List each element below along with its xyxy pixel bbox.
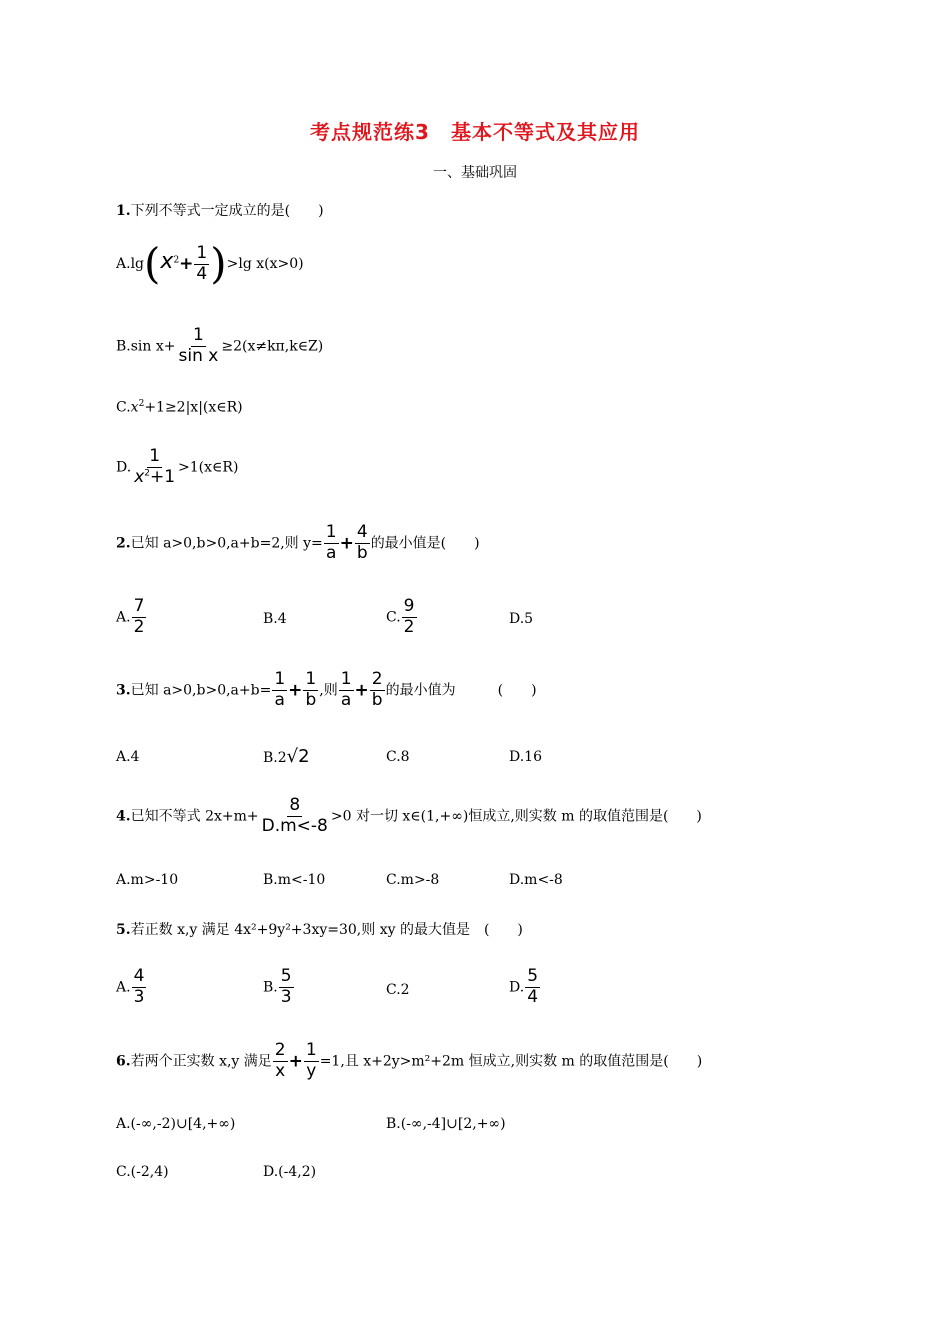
denominator: y (306, 1060, 317, 1081)
question-3-option-d: D.16 (509, 749, 542, 765)
question-number: 2. (116, 535, 131, 552)
question-2-stem (116, 524, 480, 563)
option-text: >lg x(x>0) (226, 256, 304, 272)
question-2-option-b: B.4 (263, 611, 287, 627)
option-label: B. (263, 979, 278, 996)
option-text: lg (130, 256, 145, 272)
fraction (355, 524, 370, 563)
question-5-option-b (263, 968, 295, 1007)
option-label: C. (116, 399, 131, 416)
question-3-option-c: C.8 (386, 749, 410, 765)
fraction (260, 797, 330, 836)
question-text: ,则 (319, 682, 338, 699)
denominator: sin x (178, 345, 219, 366)
denominator: 4 (527, 986, 539, 1007)
question-2-option-a (116, 598, 147, 637)
denominator: 3 (133, 986, 145, 1007)
numerator: 1 (305, 669, 317, 689)
denominator: b (356, 542, 368, 563)
question-6-option-c: C.(-2,4) (116, 1164, 169, 1180)
numerator: 4 (356, 522, 368, 542)
right-paren: ) (210, 239, 227, 288)
question-4-option-a: A.m>-10 (116, 872, 179, 888)
question-1-option-a (116, 239, 304, 288)
math-var: x (130, 399, 139, 416)
question-text: 下列不等式一定成立的是( ) (130, 203, 324, 219)
question-6-option-d: D.(-4,2) (263, 1164, 317, 1180)
numerator: 4 (133, 966, 145, 986)
question-5-option-a (116, 968, 147, 1007)
math-sup: 2 (144, 468, 150, 479)
denominator (132, 468, 177, 487)
fraction (132, 968, 147, 1007)
left-paren: ( (144, 239, 161, 288)
question-2-option-c (386, 598, 418, 637)
denominator: 4 (196, 263, 208, 284)
plus-sign: + (179, 254, 194, 274)
math-sup: 2 (173, 255, 180, 266)
question-text: >0 对一切 x∈(1,+∞)恒成立,则实数 m 的取值范围是( ) (330, 808, 702, 825)
fraction (194, 242, 209, 284)
question-2-option-d: D.5 (509, 611, 534, 627)
numerator: 1 (340, 669, 352, 689)
math-sup: 2 (138, 399, 145, 409)
fraction (370, 671, 385, 710)
option-text: sin x+ (130, 338, 176, 355)
option-label: A. (116, 609, 131, 626)
option-label: B. (116, 338, 131, 355)
option-label: D. (116, 459, 132, 476)
denominator: 2 (403, 616, 415, 637)
fraction (279, 968, 294, 1007)
question-6-option-a: A.(-∞,-2)∪[4,+∞) (116, 1116, 236, 1132)
fraction (272, 671, 287, 710)
question-6-stem (116, 1042, 702, 1081)
question-4-option-b: B.m<-10 (263, 872, 326, 888)
numerator: 1 (149, 446, 161, 466)
question-number: 6. (116, 1053, 131, 1070)
fraction (402, 598, 417, 637)
denominator: 3 (280, 986, 292, 1007)
fraction (525, 968, 540, 1007)
numerator: 1 (193, 325, 204, 345)
question-text: =1,且 x+2y>m²+2m 恒成立,则实数 m 的取值范围是( ) (319, 1053, 703, 1070)
radical: √2 (286, 746, 310, 767)
numerator: 7 (133, 596, 145, 616)
plus-sign: + (339, 533, 354, 554)
fraction (132, 598, 147, 637)
math-text: +1 (149, 466, 176, 487)
question-5-option-c: C.2 (386, 982, 410, 998)
question-text: 若两个正实数 x,y 满足 (130, 1053, 272, 1070)
question-text: 的最小值为 ( ) (385, 682, 537, 699)
page-title: 考点规范练3 基本不等式及其应用 (310, 120, 640, 144)
question-4-stem (116, 797, 702, 836)
question-text: 已知不等式 2x+m+ (130, 808, 259, 825)
numerator: 1 (325, 522, 337, 542)
fraction (303, 671, 318, 710)
numerator: 1 (196, 242, 208, 263)
math-var: x (134, 466, 145, 487)
question-number: 1. (116, 203, 131, 219)
question-1-option-c (116, 399, 243, 416)
question-3-option-a: A.4 (116, 749, 140, 765)
numerator: 2 (371, 669, 383, 689)
numerator: 1 (305, 1040, 317, 1060)
question-1-stem (116, 200, 324, 220)
fraction (339, 671, 354, 710)
denominator: b (371, 689, 383, 710)
question-text: 的最小值是( ) (370, 535, 480, 552)
denominator: a (274, 689, 285, 710)
question-number: 3. (116, 682, 131, 699)
denominator: 2 (133, 616, 145, 637)
question-text: 若正数 x,y 满足 4x²+9y²+3xy=30,则 xy 的最大值是 ( ) (130, 922, 523, 938)
denominator: x (275, 1060, 286, 1081)
question-4-option-c: C.m>-8 (386, 872, 440, 888)
denominator: a (340, 689, 352, 710)
option-label: B.2 (263, 750, 287, 766)
fraction (304, 1042, 319, 1081)
plus-sign: + (288, 680, 303, 701)
numerator: 5 (527, 966, 539, 986)
question-3-option-b (263, 746, 310, 767)
section-heading: 一、基础巩固 (433, 165, 517, 181)
question-1-option-b (116, 327, 323, 366)
option-text: +1≥2|x|(x∈R) (144, 399, 243, 416)
option-label: D. (509, 979, 525, 996)
plus-sign: + (288, 1051, 303, 1072)
question-1-option-d (116, 448, 238, 487)
math-var: x (160, 249, 174, 274)
denominator: b (305, 689, 317, 710)
question-6-option-b: B.(-∞,-4]∪[2,+∞) (386, 1116, 506, 1132)
question-number: 4. (116, 808, 131, 825)
option-label: A. (116, 979, 131, 996)
option-text: ≥2(x≠kπ,k∈Z) (221, 338, 324, 355)
question-text: 已知 a>0,b>0,a+b=2,则 y= (130, 535, 323, 552)
question-text: 已知 a>0,b>0,a+b= (130, 682, 272, 699)
numerator: 2 (274, 1040, 286, 1060)
plus-sign: + (354, 680, 369, 701)
denominator: D.m<-8 (261, 815, 328, 836)
numerator: 1 (274, 669, 286, 689)
option-label: A. (116, 256, 131, 272)
question-3-stem (116, 671, 537, 710)
fraction (273, 1042, 288, 1081)
option-text: >1(x∈R) (178, 459, 239, 476)
question-4-option-d: D.m<-8 (509, 872, 563, 888)
numerator: 9 (403, 596, 415, 616)
fraction (177, 327, 221, 366)
question-5-stem (116, 919, 523, 939)
numerator: 5 (280, 966, 292, 986)
question-5-option-d (509, 968, 541, 1007)
fraction (324, 524, 339, 563)
numerator: 8 (289, 795, 301, 815)
denominator: a (325, 542, 337, 563)
question-number: 5. (116, 922, 131, 938)
fraction (132, 448, 177, 487)
option-label: C. (386, 609, 401, 626)
